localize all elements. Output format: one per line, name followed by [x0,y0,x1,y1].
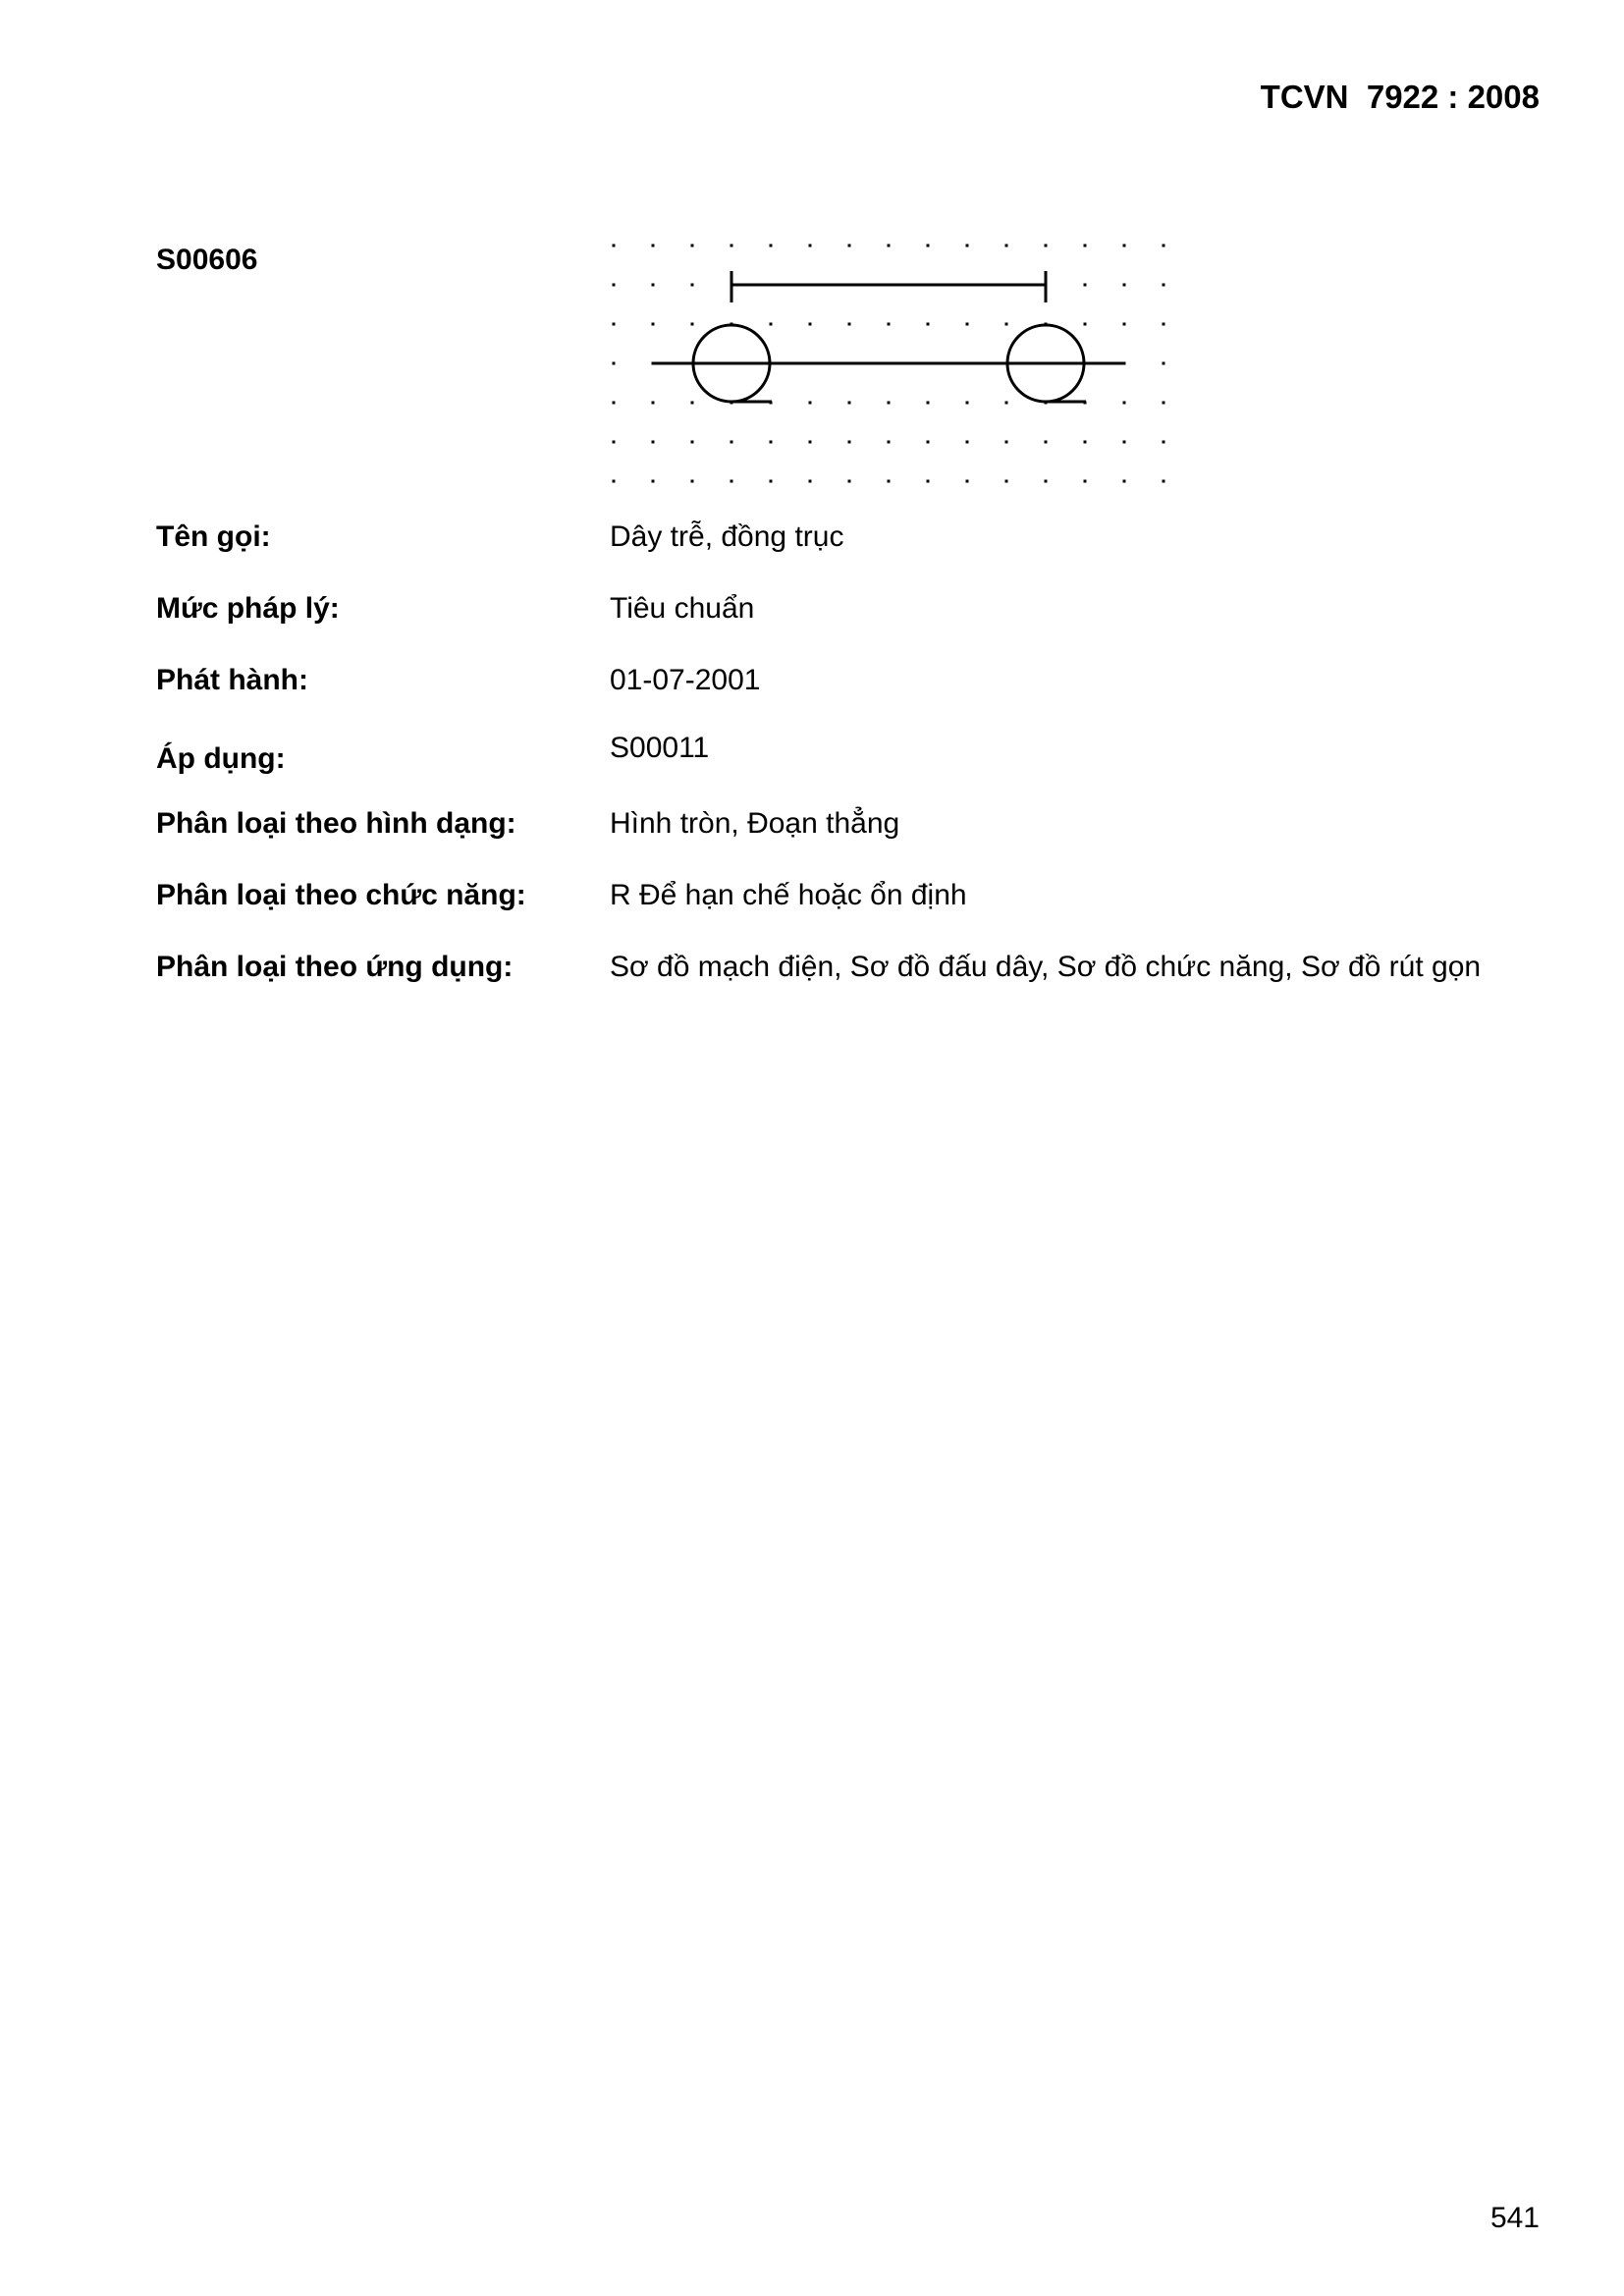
grid-dot [966,323,969,326]
property-label: Phân loại theo hình dạng: [156,807,516,840]
grid-dot [1123,284,1126,287]
grid-dot [652,323,655,326]
grid-dot [1045,441,1048,444]
grid-dot [613,245,616,247]
grid-dot [966,480,969,483]
grid-dot [652,480,655,483]
grid-dot [1163,402,1165,405]
grid-dot [1163,441,1165,444]
symbol-figure [599,226,1178,491]
grid-dot [652,245,655,247]
property-label: Phân loại theo ứng dụng: [156,951,514,983]
grid-dot [1084,323,1087,326]
property-row-application-class [156,951,1550,1022]
grid-dot [809,441,812,444]
property-row-shape-class [156,807,1550,879]
property-label: Mức pháp lý: [156,592,340,625]
grid-dot [1123,441,1126,444]
grid-dot [691,245,694,247]
grid-dot [613,284,616,287]
grid-dot [927,402,930,405]
grid-dot [691,284,694,287]
grid-dot [848,245,851,247]
grid-dot [1163,362,1165,365]
coaxial-delay-line-symbol [654,271,1123,402]
grid-dot [888,245,891,247]
grid-dot [691,441,694,444]
grid-dot [613,323,616,326]
grid-dot [1163,284,1165,287]
property-value: Tiêu chuẩn [610,592,755,625]
grid-dot [770,323,773,326]
grid-dot [652,284,655,287]
grid-dot [848,441,851,444]
grid-dot [613,402,616,405]
property-label: Tên gọi: [156,520,271,553]
property-label: Áp dụng: [156,742,286,775]
standard-code: TCVN 7922 : 2008 [1260,79,1540,115]
grid-dot [966,441,969,444]
grid-dot [652,402,655,405]
grid-dot [848,402,851,405]
grid-dot [1005,480,1008,483]
grid-dot [691,480,694,483]
grid-dot [1084,441,1087,444]
grid-dot [966,245,969,247]
grid-dot [1123,480,1126,483]
property-row-legal-level [156,592,1550,664]
grid-dot [691,323,694,326]
grid-dot [691,402,694,405]
property-value: S00011 [610,732,710,764]
grid-dot [731,245,733,247]
property-value: Sơ đồ mạch điện, Sơ đồ đấu dây, Sơ đồ chức năng, Sơ đồ rút gọn [610,951,1482,983]
grid-dot [770,441,773,444]
grid-dot [770,245,773,247]
grid-dot [927,245,930,247]
grid-dot [1045,480,1048,483]
grid-dot [652,441,655,444]
grid-dot [1123,245,1126,247]
property-row-issued [156,664,1550,736]
grid-dot [848,480,851,483]
grid-dot [1005,402,1008,405]
grid-dot [809,245,812,247]
grid-dot [1163,323,1165,326]
grid-dot [888,402,891,405]
property-label: Phát hành: [156,664,308,696]
grid-dot [1045,245,1048,247]
grid-dot [1163,245,1165,247]
property-row-function-class [156,879,1550,951]
grid-dot [613,441,616,444]
grid-dot [809,323,812,326]
grid-dot [1005,441,1008,444]
grid-dot [1005,323,1008,326]
grid-dot [966,402,969,405]
grid-dot [1084,480,1087,483]
grid-dot [731,480,733,483]
grid-dot [927,480,930,483]
grid-dot [770,480,773,483]
grid-dot [927,441,930,444]
grid-dot [1163,480,1165,483]
symbol-id: S00606 [156,244,258,276]
grid-dot [888,441,891,444]
grid-dot [1084,245,1087,247]
property-value: Hình tròn, Đoạn thẳng [610,807,900,840]
grid-dot [1123,402,1126,405]
grid-dot [613,362,616,365]
grid-dot [1084,284,1087,287]
property-value: Dây trễ, đồng trục [610,520,844,553]
grid-dot [927,323,930,326]
property-value: R Để hạn chế hoặc ổn định [610,879,967,911]
property-row-applies [156,732,1550,807]
page-number: 541 [1489,2202,1540,2234]
grid-dot [809,402,812,405]
grid-dot [888,323,891,326]
grid-dot [1123,323,1126,326]
grid-dot [888,480,891,483]
grid-dot [613,480,616,483]
grid-dot [848,323,851,326]
grid-dot [1005,245,1008,247]
properties-list [156,520,1550,1022]
property-row-name [156,520,1550,592]
grid-dot [809,480,812,483]
property-label: Phân loại theo chức năng: [156,879,526,911]
property-value: 01-07-2001 [610,664,761,696]
grid-dot [731,441,733,444]
